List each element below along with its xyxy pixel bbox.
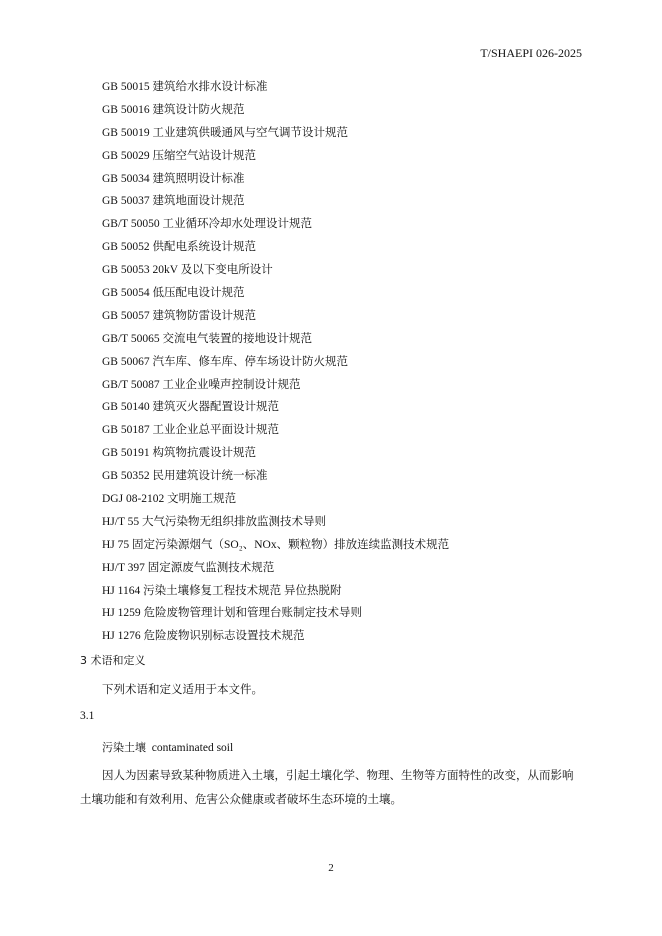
reference-item: GB 50019 工业建筑供暖通风与空气调节设计规范: [102, 126, 348, 139]
reference-item: GB 50016 建筑设计防火规范: [102, 103, 245, 116]
term-definition: 因人为因素导致某种物质进入土壤，引起土壤化学、物理、生物等方面特性的改变，从而影响土壤功能和有效利用、危害公众健康或者破坏生态环境的土壤。: [80, 770, 574, 806]
reference-item: GB 50067 汽车库、修车库、停车场设计防火规范: [102, 355, 348, 368]
document-id-header: T/SHAEPI 026-2025: [480, 46, 582, 60]
reference-item: GB 50054 低压配电设计规范: [102, 287, 245, 300]
reference-item: HJ 1276 危险废物识别标志设置技术规范: [102, 630, 305, 643]
reference-item: GB 50037 建筑地面设计规范: [102, 195, 245, 208]
reference-item: GB 50052 供配电系统设计规范: [102, 241, 256, 254]
term-chinese: 污染土壤: [102, 741, 146, 754]
reference-item: HJ 1259 危险废物管理计划和管理台账制定技术导则: [102, 607, 363, 620]
reference-item: DGJ 08-2102 文明施工规范: [102, 493, 237, 506]
reference-item: GB 50029 压缩空气站设计规范: [102, 149, 256, 162]
term-english: contaminated soil: [151, 742, 234, 754]
section-intro: 下列术语和定义适用于本文件。: [102, 684, 263, 696]
reference-item: HJ 1164 污染土壤修复工程技术规范 异位热脱附: [102, 584, 342, 597]
reference-item: GB 50034 建筑照明设计标准: [102, 172, 245, 185]
clause-number: 3.1: [80, 710, 95, 722]
reference-item: GB/T 50050 工业循环冷却水处理设计规范: [102, 218, 312, 231]
reference-item: GB 50057 建筑物防雷设计规范: [102, 309, 256, 322]
reference-item: HJ/T 55 大气污染物无组织排放监测技术导则: [102, 515, 327, 528]
section-heading: 3 术语和定义: [80, 654, 146, 667]
reference-item: GB 50015 建筑给水排水设计标准: [102, 81, 268, 93]
term-entry: [102, 739, 233, 755]
reference-item: GB 50053 20kV 及以下变电所设计: [102, 264, 273, 277]
reference-item: HJ/T 397 固定源废气监测技术规范: [102, 561, 275, 574]
reference-item: GB/T 50065 交流电气装置的接地设计规范: [102, 332, 312, 345]
reference-item: GB 50187 工业企业总平面设计规范: [102, 424, 279, 437]
reference-item: GB/T 50087 工业企业噪声控制设计规范: [102, 378, 301, 391]
reference-item: GB 50140 建筑灭火器配置设计规范: [102, 401, 279, 414]
normative-references-list: [102, 76, 449, 648]
page-number: 2: [328, 862, 334, 874]
reference-item: GB 50191 构筑物抗震设计规范: [102, 447, 256, 460]
reference-item: GB 50352 民用建筑设计统一标准: [102, 470, 268, 483]
reference-item: HJ 75 固定污染源烟气（SO₂、NOx、颗粒物）排放连续监测技术规范: [102, 538, 450, 551]
